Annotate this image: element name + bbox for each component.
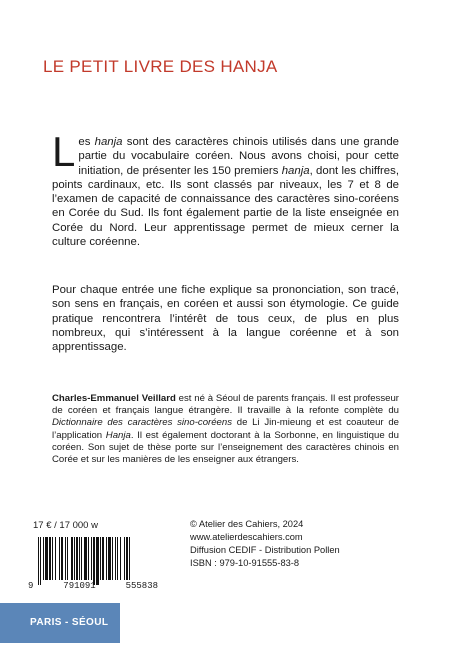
isbn-line: ISBN : 979-10-91555-83-8 — [190, 558, 300, 568]
imprint-block — [190, 518, 340, 570]
barcode-digit-lead: 9 — [28, 581, 34, 591]
bio-text: de Li Jin-mieung et est coauteur de l’application — [52, 417, 399, 441]
copyright-line: © Atelier des Cahiers, 2024 — [190, 519, 304, 529]
website-line: www.atelierdescahiers.com — [190, 532, 303, 542]
collection-label: PARIS - SÉOUL — [30, 617, 109, 628]
barcode-digit-group: 791091 — [63, 581, 96, 591]
distribution-line: Diffusion CEDIF - Distribution Pollen — [190, 545, 340, 555]
blurb-text: , dont les chiffres, points cardinaux, etc. Ils sont classés par niveaux, les 7 et 8 de l’examen de capacité de connaissance des caractères sino-coréens en Corée du Sud. Ils font également partie de la liste enseignée en Corée du Nord. Leur apprentissage permet de mieux cerner la culture coréenne. — [52, 164, 400, 249]
hanja-term: hanja — [94, 136, 123, 148]
price-label: 17 € / 17 000 w — [33, 520, 98, 531]
app-name: Hanja — [105, 429, 131, 441]
author-bio — [52, 393, 399, 466]
book-title: LE PETIT LIVRE DES HANJA — [43, 57, 278, 76]
blurb-text: es — [78, 136, 95, 148]
blurb-paragraph-2: Pour chaque entrée une fiche explique sa prononciation, son tracé, son sens en français, en coréen et aussi son étymologie. Ce guide pratique rencontrera l’intérêt de tous ceux, de plus en plus nombreux, qui s’intéressent à la langue coréenne et à son apprentissage. — [52, 284, 399, 354]
hanja-term: hanja — [281, 164, 310, 177]
bio-text: . Il est également doctorant à la Sorbonne, en linguistique du coréen. Son sujet de thèse porte sur l’enseignement des caractères chinois en Corée et sur les manières de les enseigner aux étrangers. — [52, 429, 399, 466]
drop-cap: L — [52, 128, 76, 175]
author-name: Charles-Emmanuel Veillard — [52, 393, 176, 404]
blurb-paragraph-1 — [52, 128, 400, 249]
blurb-text: sont des caractères chinois utilisés dans une grande partie du vocabulaire coréen. Nous avons choisi, pour cette initiation, de présenter les 150 premiers — [78, 136, 399, 177]
bio-text: est né à Séoul de parents français. Il est professeur de coréen et français langue étrangère. Il travaille à la refonte complète du — [52, 393, 399, 417]
barcode-digit-group: 555838 — [125, 581, 158, 591]
barcode-digits — [28, 581, 158, 591]
dictionary-title: Dictionnaire des caractères sino-coréens — [52, 417, 233, 429]
